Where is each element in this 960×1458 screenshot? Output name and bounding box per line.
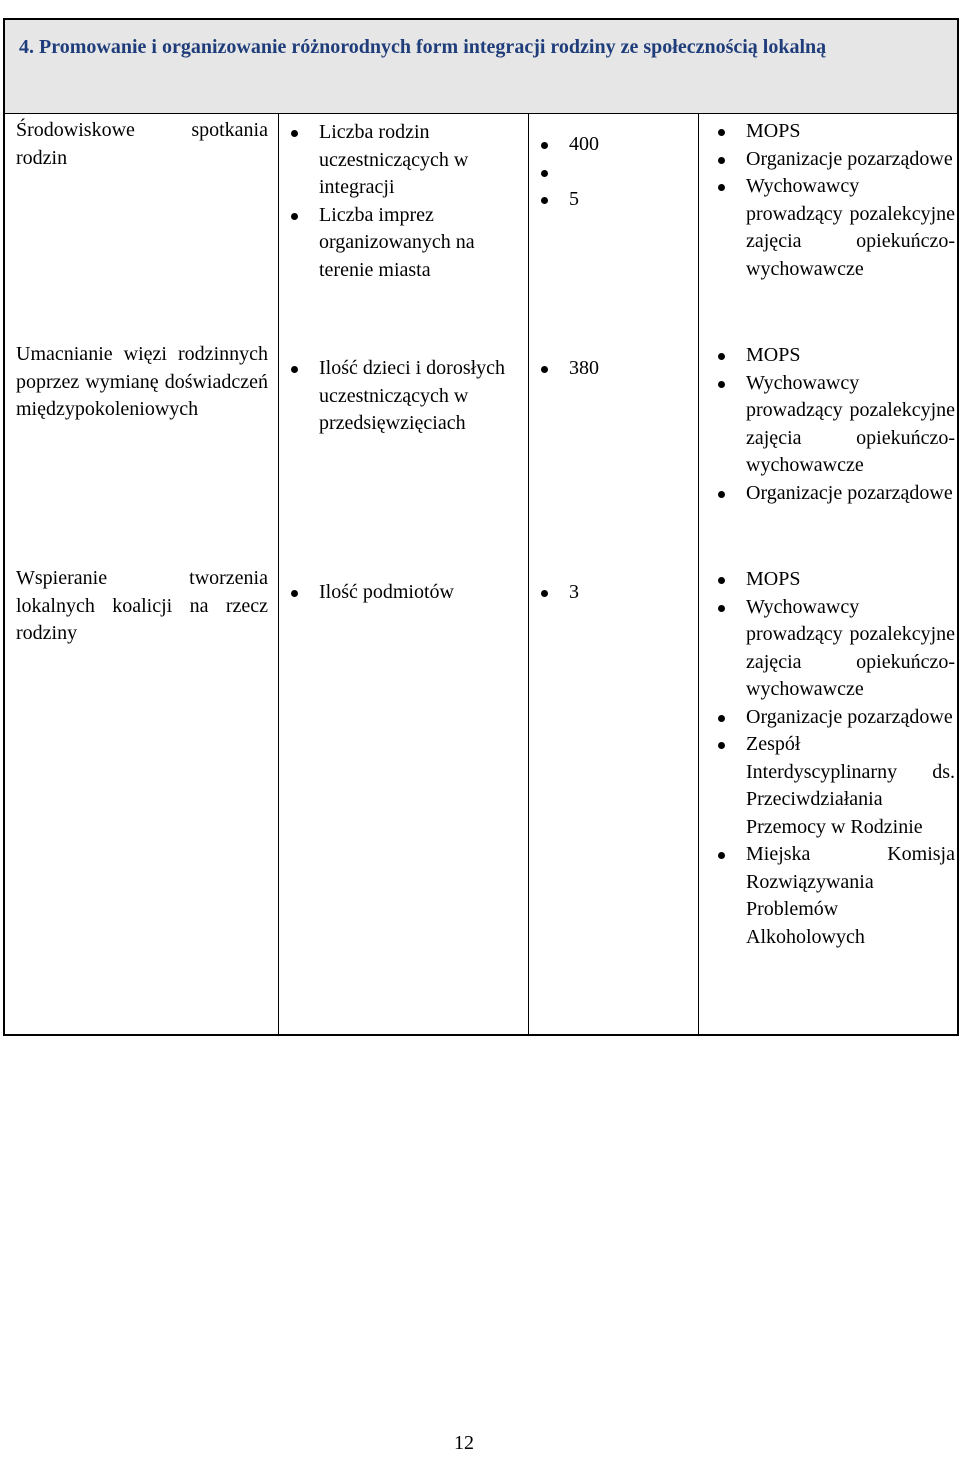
goal-cell-2: Umacnianie więzi rodzinnych poprzez wymianę doświadczeń międzypokoleniowych [16,343,268,420]
header-divider [5,113,957,114]
partner-item: Zespół Interdyscyplinarny ds. Przeciwdziałania Przemocy w Rodzinie [711,731,955,841]
value-item: 400 [534,131,674,159]
value-list-3 [534,579,674,607]
column-divider-3 [698,113,699,1034]
partner-item: Wychowawcy prowadzący pozalekcyjne zajęcia opiekuńczo-wychowawcze [711,594,955,704]
indicator-item: Liczba rodzin uczestniczących w integracji [284,119,516,202]
page-number: 12 [454,1432,474,1454]
partner-item: Organizacje pozarządowe [711,146,955,174]
partner-item: MOPS [711,342,955,370]
partner-item: Organizacje pozarządowe [711,480,955,508]
goals-table [3,18,959,1036]
value-item: 5 [534,186,674,214]
value-list-2 [534,355,674,383]
column-divider-1 [278,113,279,1034]
indicator-item: Ilość podmiotów [284,579,524,607]
goal-cell-1: Środowiskowe spotkania rodzin [16,119,268,169]
column-divider-2 [528,113,529,1034]
indicator-item: Ilość dzieci i dorosłych uczestniczących w przedsięwzięciach [284,355,516,438]
partner-item: Wychowawcy prowadzący pozalekcyjne zajęcia opiekuńczo-wychowawcze [711,370,955,480]
value-list-1 [534,131,674,214]
partner-list-1 [711,118,955,283]
goal-cell-3: Wspieranie tworzenia lokalnych koalicji na rzecz rodziny [16,567,268,644]
indicator-item: Liczba imprez organizowanych na terenie miasta [284,202,516,285]
value-gap [534,159,674,187]
partner-item: MOPS [711,118,955,146]
partner-list-3 [711,566,955,951]
indicator-list-3 [284,579,524,607]
partner-item: Miejska Komisja Rozwiązywania Problemów Alkoholowych [711,841,955,951]
section-title: 4. Promowanie i organizowanie różnorodnych form integracji rodziny ze społecznością lokalną [19,36,827,58]
value-item: 380 [534,355,674,383]
partner-item: Organizacje pozarządowe [711,704,955,732]
partner-item: Wychowawcy prowadzący pozalekcyjne zajęcia opiekuńczo-wychowawcze [711,173,955,283]
indicator-list-2 [284,355,516,438]
value-item: 3 [534,579,674,607]
indicator-list-1 [284,119,516,284]
partner-list-2 [711,342,955,507]
partner-item: MOPS [711,566,955,594]
